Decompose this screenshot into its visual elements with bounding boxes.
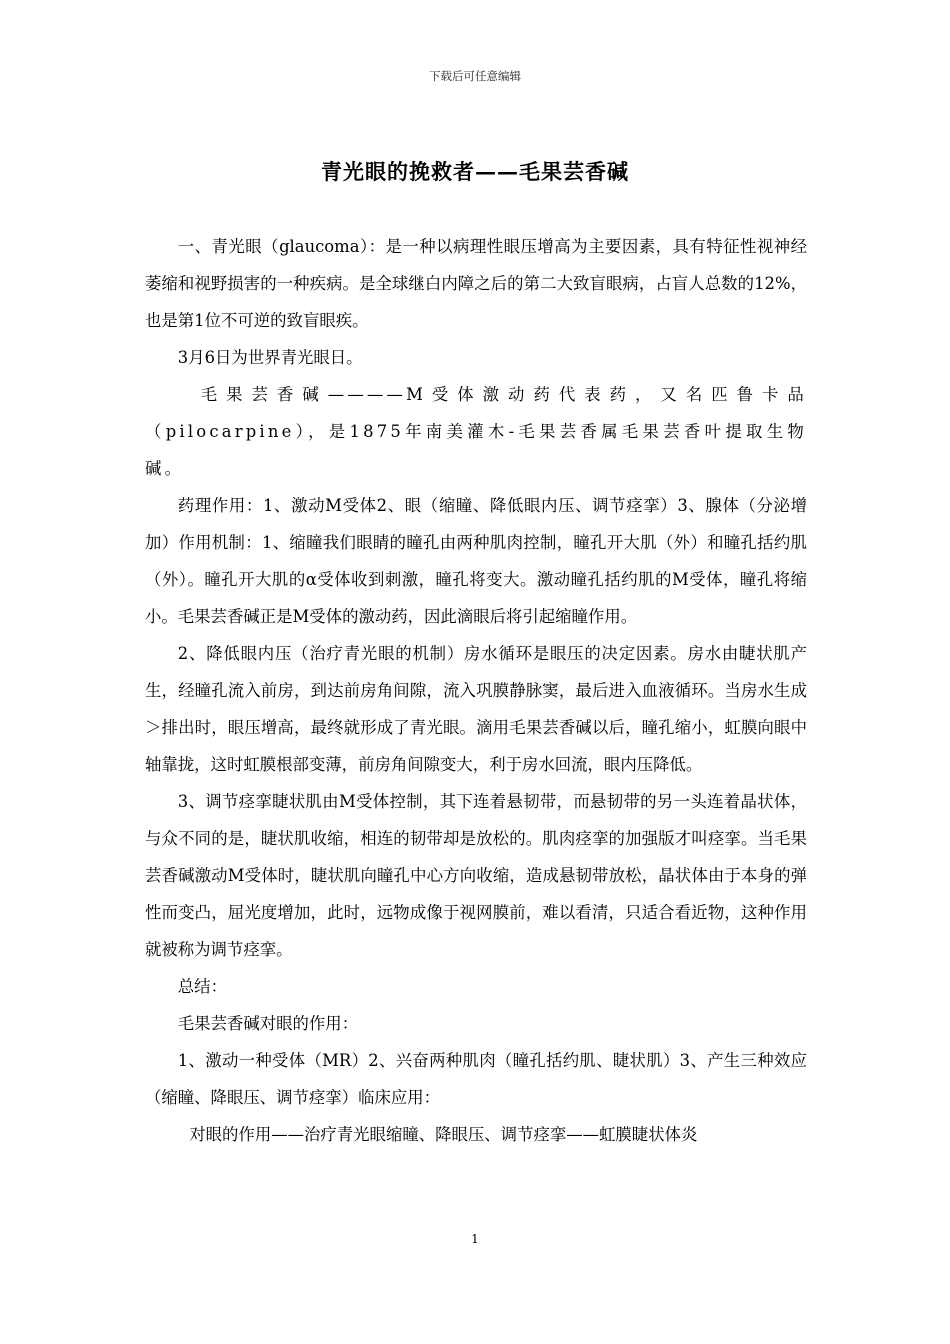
paragraph-clinical-use: 对眼的作用——治疗青光眼缩瞳、降眼压、调节痉挛——虹膜睫状体炎 [189,1125,698,1144]
document-body [145,228,807,1153]
paragraph-intraocular-pressure: 2、降低眼内压（治疗青光眼的机制）房水循环是眼压的决定因素。房水由睫状肌产生，经瞳孔流入前房，到达前房角间隙，流入巩膜静脉窦，最后进入血液循环。当房水生成＞排出时，眼压增高，最终就形成了青光眼。滴用毛果芸香碱以后，瞳孔缩小，虹膜向眼中轴靠拢，这时虹膜根部变薄，前房角间隙变大，利于房水回流，眼内压降低。 [145,644,807,774]
paragraph-pilocarpine-intro: 毛果芸香碱————M受体激动药代表药，又名匹鲁卡品（pilocarpine），是1875年南美灌木-毛果芸香属毛果芸香叶提取生物碱。 [145,385,807,478]
page-header: 下载后可任意编辑 [429,69,521,83]
paragraph-accommodation-spasm: 3、调节痉挛睫状肌由M受体控制，其下连着悬韧带，而悬韧带的另一头连着晶状体，与众不同的是，睫状肌收缩，相连的韧带却是放松的。肌肉痉挛的加强版才叫痉挛。当毛果芸香碱激动M受体时，睫状肌向瞳孔中心方向收缩，造成悬韧带放松，晶状体由于本身的弹性而变凸，屈光度增加，此时，远物成像于视网膜前，难以看清，只适合看近物，这种作用就被称为调节痉挛。 [145,792,807,959]
paragraph-summary-heading: 总结： [177,977,227,996]
paragraph-glaucoma-day: 3月6日为世界青光眼日。 [177,348,363,367]
paragraph-pharmacology: 药理作用：1、激动M受体2、眼（缩瞳、降低眼内压、调节痉挛）3、腺体（分泌增加）作用机制：1、缩瞳我们眼睛的瞳孔由两种肌肉控制，瞳孔开大肌（外）和瞳孔括约肌（外）。瞳孔开大肌的α受体收到刺激，瞳孔将变大。激动瞳孔括约肌的M受体，瞳孔将缩小。毛果芸香碱正是M受体的激动药，因此滴眼后将引起缩瞳作用。 [145,496,807,626]
paragraph-eye-effects-heading: 毛果芸香碱对眼的作用： [177,1014,359,1033]
page-number: 1 [471,1232,479,1246]
document-title: 青光眼的挽救者——毛果芸香碱 [321,159,629,184]
paragraph-summary-points: 1、激动一种受体（MR）2、兴奋两种肌肉（瞳孔括约肌、睫状肌）3、产生三种效应（缩瞳、降眼压、调节痉挛）临床应用： [145,1051,807,1107]
paragraph-glaucoma-definition: 一、青光眼（glaucoma）：是一种以病理性眼压增高为主要因素，具有特征性视神经萎缩和视野损害的一种疾病。是全球继白内障之后的第二大致盲眼病，占盲人总数的12%，也是第1位不可逆的致盲眼疾。 [145,237,807,330]
